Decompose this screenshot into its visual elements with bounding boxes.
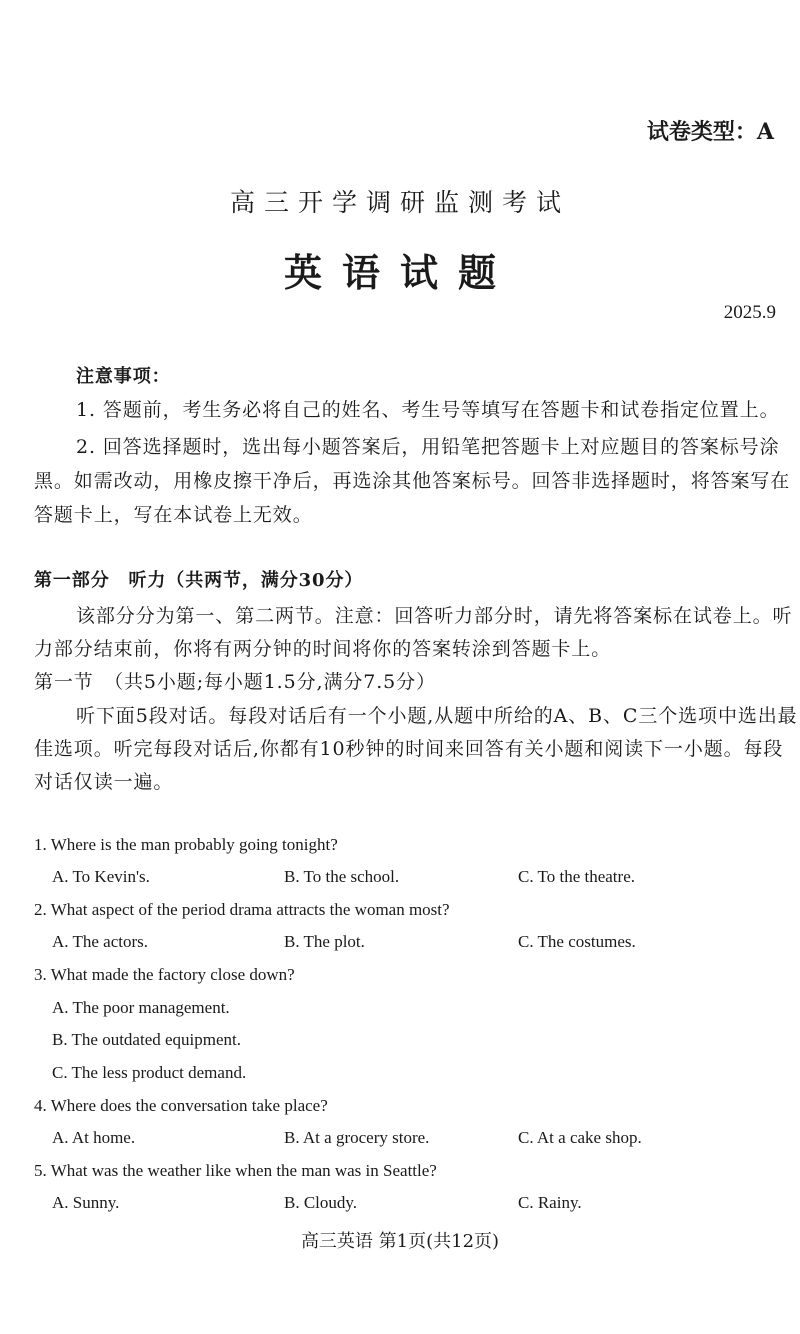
question-4: 4. Where does the conversation take place? <box>34 1096 328 1115</box>
notice-line: 1. 答题前，考生务必将自己的姓名、考生号等填写在答题卡和试卷指定位置上。 <box>76 399 780 421</box>
notice-line: 答题卡上，写在本试卷上无效。 <box>34 504 313 526</box>
option-a: A. Sunny. <box>52 1193 120 1212</box>
part1-intro-line: 该部分分为第一、第二两节。注意：回答听力部分时，请先将答案标在试卷上。听 <box>76 605 793 627</box>
notice-line: 2. 回答选择题时，选出每小题答案后，用铅笔把答题卡上对应题目的答案标号涂 <box>76 436 780 458</box>
section1-line: 对话仅读一遍。 <box>34 771 174 793</box>
part1-title: 第一部分 听力（共两节，满分30分） <box>34 570 364 591</box>
option-c: C. The less product demand. <box>52 1063 247 1082</box>
paper-type: 试卷类型：A <box>646 119 774 145</box>
option-b: B. Cloudy. <box>284 1193 358 1212</box>
section1-line: 佳选项。听完每段对话后,你都有10秒钟的时间来回答有关小题和阅读下一小题。每段 <box>34 738 784 760</box>
question-2: 2. What aspect of the period drama attracts the woman most? <box>34 900 450 919</box>
notice-line: 黑。如需改动，用橡皮擦干净后，再选涂其他答案标号。回答非选择题时，将答案写在 <box>34 470 791 492</box>
option-c: C. The costumes. <box>518 932 636 951</box>
option-b: B. To the school. <box>284 867 400 886</box>
section1-line: 听下面5段对话。每段对话后有一个小题,从题中所给的A、B、C三个选项中选出最 <box>76 705 798 727</box>
question-5: 5. What was the weather like when the man was in Seattle? <box>34 1161 437 1180</box>
option-a: A. At home. <box>52 1128 136 1147</box>
option-b: B. The outdated equipment. <box>52 1030 242 1049</box>
option-a: A. To Kevin's. <box>52 867 150 886</box>
subject-title: 英语试题 <box>283 250 516 295</box>
section1-title: 第一节 （共5小题;每小题1.5分,满分7.5分） <box>34 671 436 693</box>
notice-title: 注意事项： <box>76 366 171 387</box>
option-c: C. Rainy. <box>518 1193 582 1212</box>
option-c: C. At a cake shop. <box>518 1128 642 1147</box>
exam-name: 高三开学调研监测考试 <box>229 188 570 217</box>
option-a: A. The poor management. <box>52 998 230 1017</box>
part1-intro-line: 力部分结束前，你将有两分钟的时间将你的答案转涂到答题卡上。 <box>34 638 612 660</box>
question-3: 3. What made the factory close down? <box>34 965 295 984</box>
option-b: B. At a grocery store. <box>284 1128 430 1147</box>
option-a: A. The actors. <box>52 932 148 951</box>
option-b: B. The plot. <box>284 932 365 951</box>
option-c: C. To the theatre. <box>518 867 635 886</box>
page-footer: 高三英语 第1页(共12页) <box>300 1231 500 1252</box>
question-1: 1. Where is the man probably going tonight? <box>34 835 338 854</box>
exam-date: 2025.9 <box>723 302 776 323</box>
